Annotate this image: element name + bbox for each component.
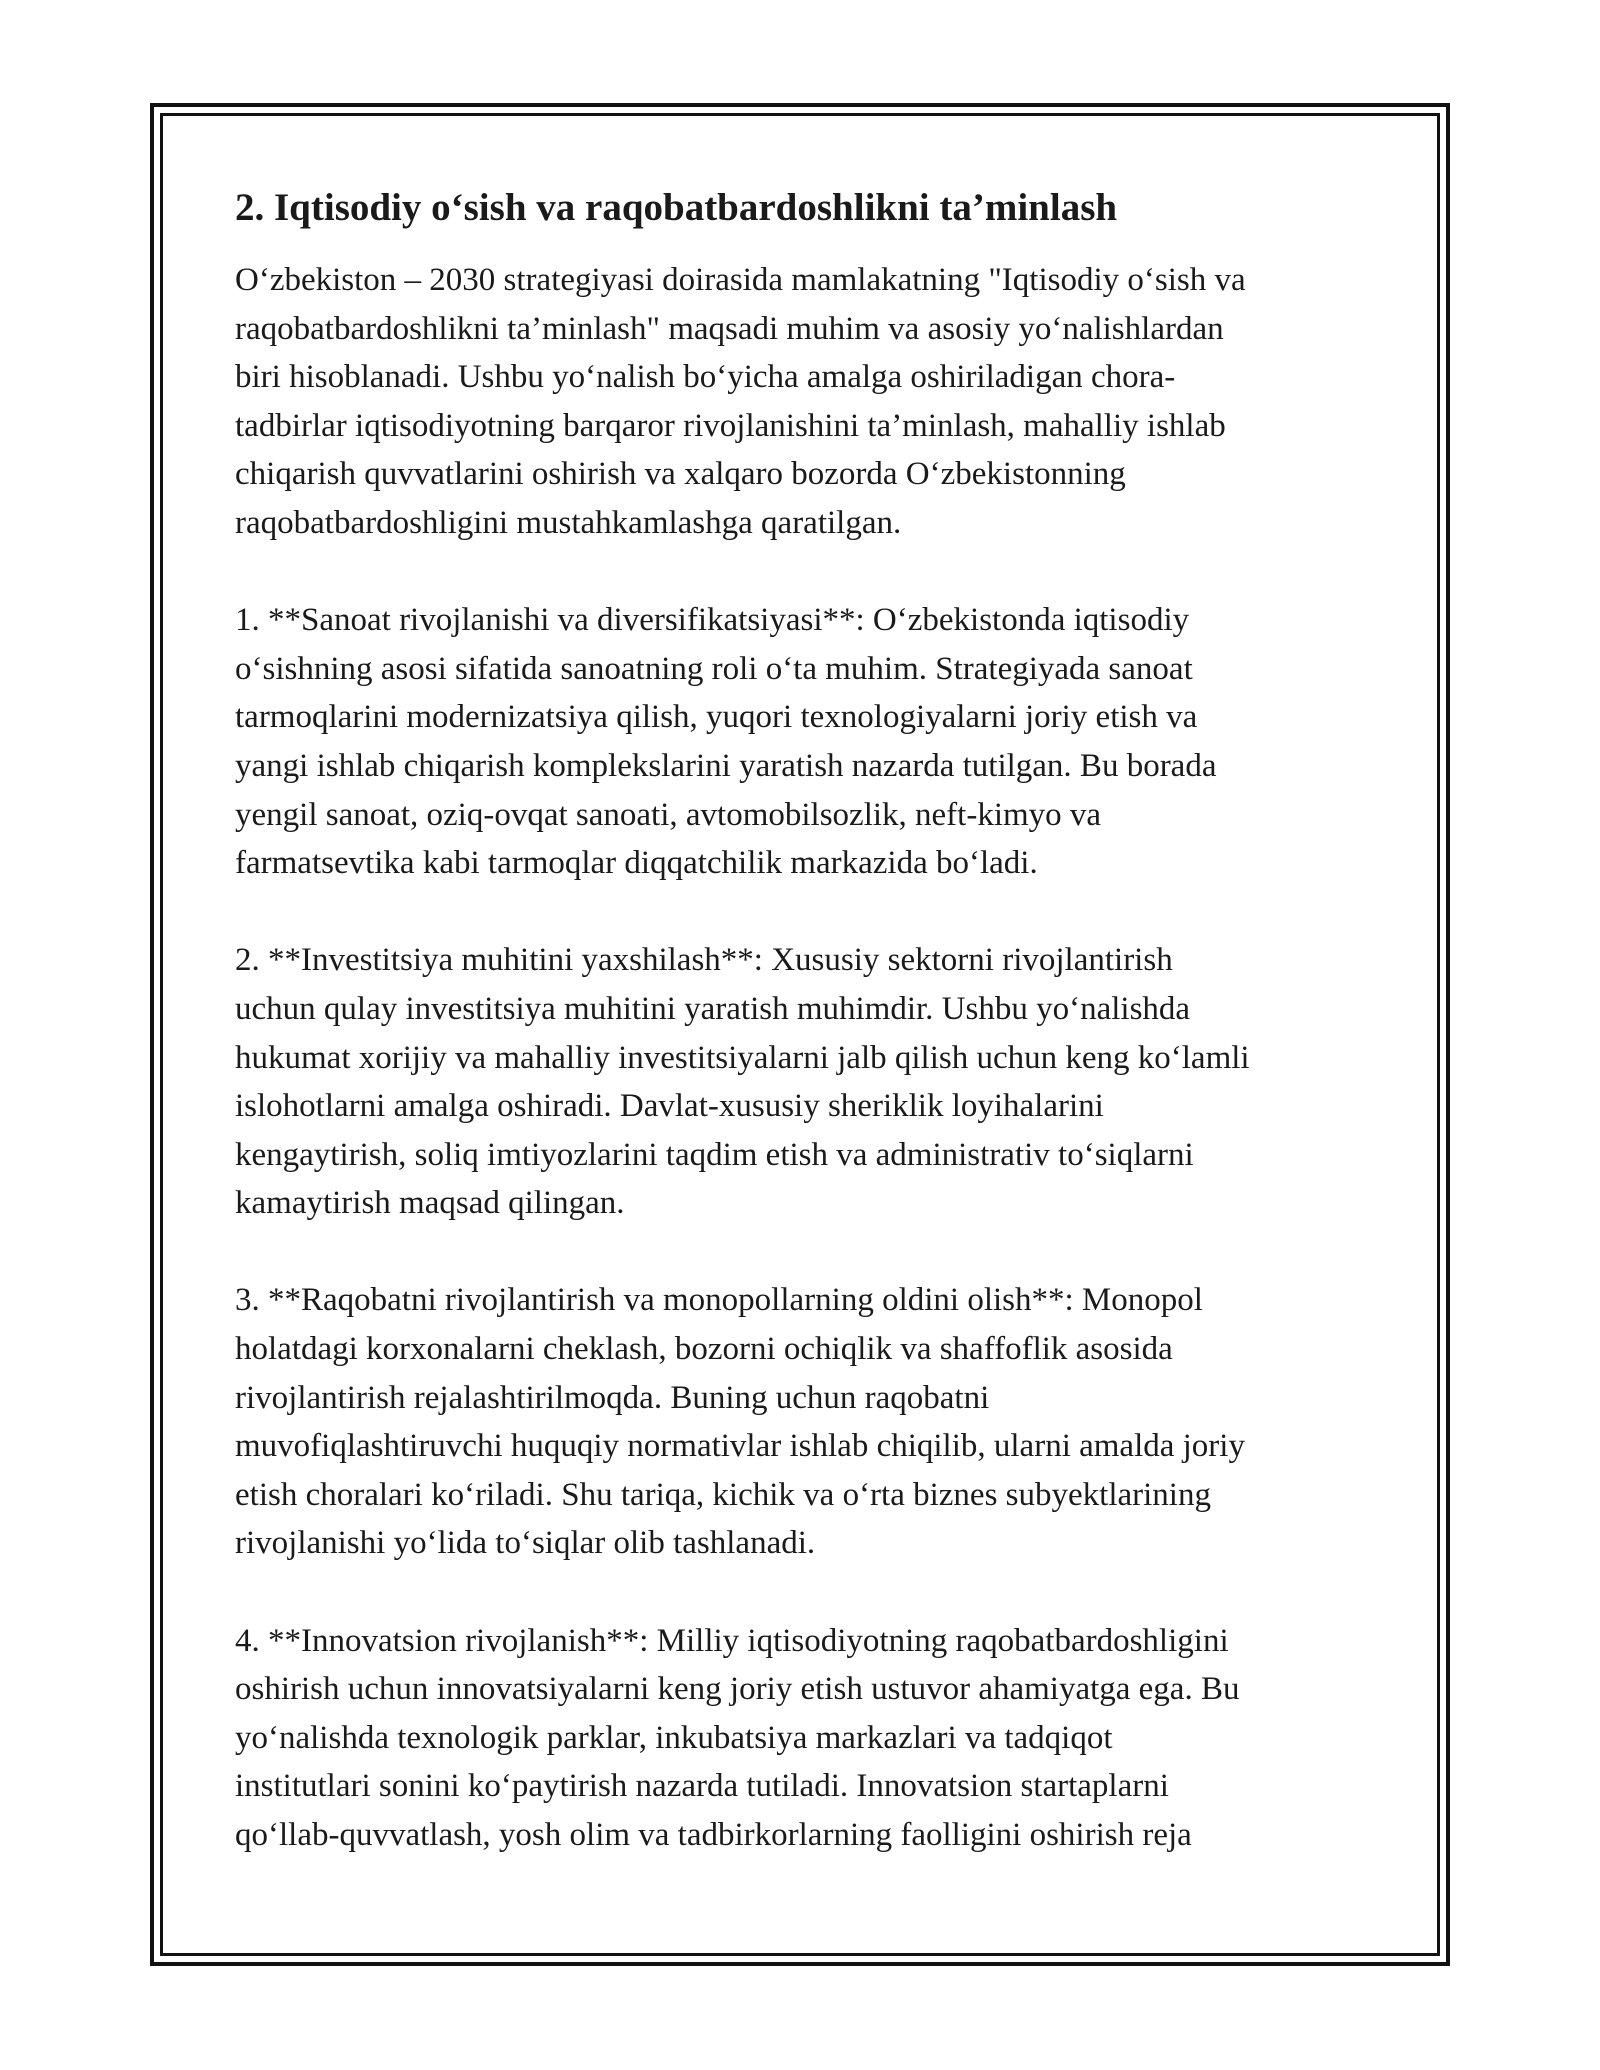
paragraph-line: tadbirlar iqtisodiyotning barqaror rivojlanishini ta’minlash, mahalliy ishlab (235, 407, 1226, 444)
paragraph-line: o‘sishning asosi sifatida sanoatning roli o‘ta muhim. Strategiyada sanoat (235, 650, 1193, 687)
list-item-innovation (235, 1617, 1375, 1860)
paragraph-line: yo‘nalishda texnologik parklar, inkubatsiya markazlari va tadqiqot (235, 1719, 1113, 1756)
intro-paragraph (235, 256, 1375, 548)
paragraph-line: chiqarish quvvatlarini oshirish va xalqaro bozorda O‘zbekistonning (235, 456, 1126, 493)
paragraph-line: kengaytirish, soliq imtiyozlarini taqdim etish va administrativ to‘siqlarni (235, 1136, 1194, 1173)
paragraph-line: yangi ishlab chiqarish komplekslarini yaratish nazarda tutilgan. Bu borada (235, 747, 1217, 784)
paragraph-line: rivojlanishi yo‘lida to‘siqlar olib tashlanadi. (235, 1525, 816, 1562)
document-body (235, 182, 1375, 1860)
paragraph-line: etish choralari ko‘riladi. Shu tariqa, kichik va o‘rta biznes subyektlarining (235, 1476, 1211, 1513)
paragraph-line: 3. **Raqobatni rivojlantirish va monopollarning oldini olish**: Monopol (235, 1282, 1203, 1319)
paragraph-line: kamaytirish maqsad qilingan. (235, 1185, 625, 1222)
paragraph-line: O‘zbekiston – 2030 strategiyasi doirasida mamlakatning "Iqtisodiy o‘sish va (235, 262, 1246, 298)
paragraph-line: uchun qulay investitsiya muhitini yaratish muhimdir. Ushbu yo‘nalishda (235, 990, 1191, 1027)
paragraph-line: 1. **Sanoat rivojlanishi va diversifikatsiyasi**: O‘zbekistonda iqtisodiy (235, 602, 1190, 639)
paragraph-line: raqobatbardoshlikni ta’minlash" maqsadi muhim va asosiy yo‘nalishlardan (235, 310, 1224, 347)
paragraph-line: islohotlarni amalga oshiradi. Davlat-xususiy sheriklik loyihalarini (235, 1088, 1104, 1125)
paragraph-line: qo‘llab-quvvatlash, yosh olim va tadbirkorlarning faolligini oshirish reja (235, 1817, 1192, 1853)
paragraph-line: yengil sanoat, oziq-ovqat sanoati, avtomobilsozlik, neft-kimyo va (235, 796, 1102, 833)
list-item-competition (235, 1276, 1375, 1568)
section-heading: 2. Iqtisodiy o‘sish va raqobatbardoshlikni ta’minlash (235, 186, 1118, 229)
list-item-investment (235, 936, 1375, 1228)
paragraph-line: muvofiqlashtiruvchi huquqiy normativlar ishlab chiqilib, ularni amalda joriy (235, 1428, 1245, 1465)
paragraph-line: holatdagi korxonalarni cheklash, bozorni ochiqlik va shaffoflik asosida (235, 1331, 1173, 1368)
paragraph-line: 2. **Investitsiya muhitini yaxshilash**: Xususiy sektorni rivojlantirish (235, 942, 1173, 979)
paragraph-line: oshirish uchun innovatsiyalarni keng joriy etish ustuvor ahamiyatga ega. Bu (235, 1671, 1240, 1708)
paragraph-line: institutlari sonini ko‘paytirish nazarda tutiladi. Innovatsion startaplarni (235, 1768, 1169, 1805)
paragraph-line: farmatsevtika kabi tarmoqlar diqqatchilik markazida bo‘ladi. (235, 845, 1038, 882)
paragraph-line: hukumat xorijiy va mahalliy investitsiyalarni jalb qilish uchun keng ko‘lamli (235, 1039, 1250, 1076)
paragraph-line: tarmoqlarini modernizatsiya qilish, yuqori texnologiyalarni joriy etish va (235, 699, 1198, 736)
paragraph-line: biri hisoblanadi. Ushbu yo‘nalish bo‘yicha amalga oshiriladigan chora- (235, 359, 1176, 396)
list-item-industry (235, 596, 1375, 888)
paragraph-line: raqobatbardoshligini mustahkamlashga qaratilgan. (235, 504, 902, 541)
paragraph-line: rivojlantirish rejalashtirilmoqda. Buning uchun raqobatni (235, 1379, 990, 1416)
paragraph-line: 4. **Innovatsion rivojlanish**: Milliy iqtisodiyotning raqobatbardoshligini (235, 1622, 1229, 1659)
